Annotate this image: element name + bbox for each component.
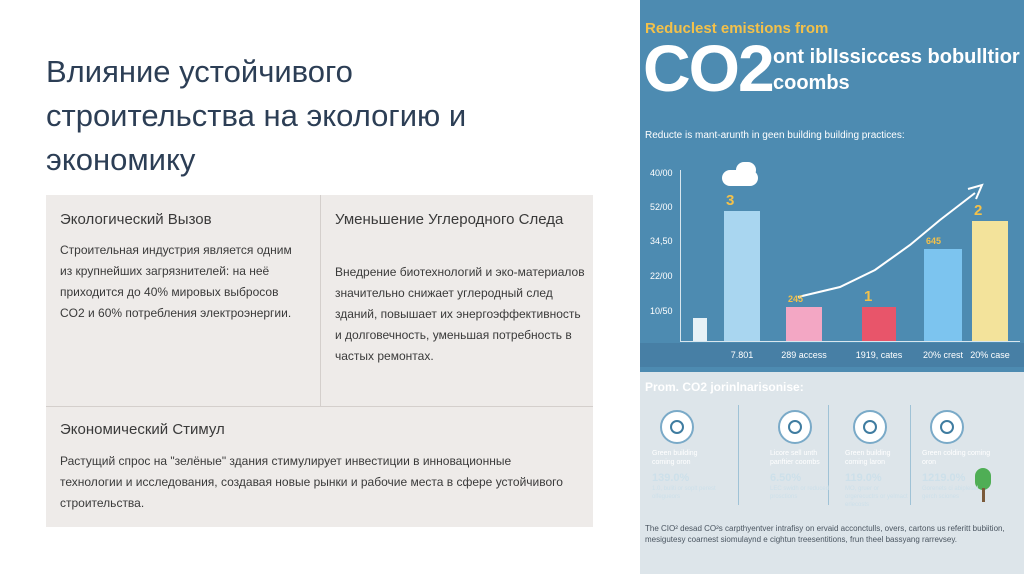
infographic-co2-side-text: ont iblIssiccess bobulltior coombs	[773, 46, 1020, 94]
stat-icon	[853, 410, 887, 444]
chart-bar	[724, 211, 760, 341]
chart-y-axis	[680, 170, 681, 342]
chart-bar-number-label: 1	[864, 288, 873, 305]
economic-stimulus-text: Растущий спрос на "зелёные" здания стимулирует инвестиции в инновационные технологии и исследования, создавая новые рынки и рабочие места в сфере устойчивого строительства.	[60, 454, 563, 510]
stat-icon	[660, 410, 694, 444]
chart-x-tick-label: 20% case	[970, 350, 1010, 360]
stats-divider	[738, 405, 739, 505]
stat-label: Green building coming oron	[652, 450, 698, 466]
stat-icon	[778, 410, 812, 444]
stat-small-text: 1.0, buliti or soplt perest olfegueors	[652, 486, 716, 500]
co2-infographic	[640, 0, 1024, 574]
eco-challenge-title: Экологический Вызов	[60, 211, 212, 228]
stat-label: Green colding coming oron	[922, 450, 991, 466]
infographic-footnote: The CIO² desad CO²s carpthyentver intrafisy on ervaid acconctulls, overs, cartons us referitt bubiition, mesigutesy coarnest siomulaynd e cightun treesentitions, frun theel bassyang rarrevsey.	[645, 524, 1005, 544]
slide-title: Влияние устойчивого строительства на экологию и экономику	[46, 54, 467, 177]
chart-bar-number-label: 245	[788, 294, 804, 304]
stat-value: 119.0%	[845, 472, 882, 484]
chart-x-tick-label: 20% crest	[922, 350, 964, 360]
chart-y-tick: 52/00	[650, 202, 673, 212]
section2-title: Prom. CO2 jorinlnarisonise:	[645, 380, 804, 394]
infographic-co2-heading: CO2	[643, 31, 773, 105]
stat-value: 6.50%	[770, 472, 802, 484]
eco-challenge-card	[46, 195, 320, 406]
stat-label: Green building coming laron	[845, 450, 891, 466]
stat-small-text: Gorenets ci abiplelad gerch sciones	[922, 486, 979, 500]
chart-bar-number-label: 3	[726, 192, 735, 209]
chart-bar	[924, 249, 962, 341]
chart-x-tick-label: 289 access	[781, 350, 827, 360]
chart-bar	[862, 307, 896, 341]
chart-y-tick: 22/00	[650, 271, 673, 281]
chart-x-tick-label: 7.801	[730, 350, 754, 360]
stat-small-text: LEC swidh or reduced prosctions	[770, 486, 830, 500]
chart-bar	[972, 221, 1008, 341]
stat-icon	[930, 410, 964, 444]
stat-value: 139.0%	[652, 472, 690, 484]
chart-baseline	[680, 341, 1020, 342]
chart-x-tick-label: 1919, cates	[855, 350, 903, 360]
content-card-grid	[46, 195, 593, 527]
chart-bar	[786, 307, 822, 341]
stat-label: Licore sell unth panftier coombs	[770, 450, 820, 466]
cloud-icon	[736, 162, 756, 178]
carbon-reduction-title: Уменьшение Углеродного Следа	[335, 211, 564, 228]
economic-stimulus-title: Экономический Стимул	[60, 421, 225, 438]
chart-bar-number-label: 2	[974, 202, 983, 219]
chart-bar-number-label: 645	[926, 236, 942, 246]
building-icon	[693, 318, 707, 341]
infographic-subtitle: Reduclest emistions from	[645, 20, 829, 37]
eco-challenge-text: Строительная индустрия является одним из крупнейших загрязнителей: на неё приходится до 40% мировых выбросов CO2 и 60% потребления электроэнергии.	[60, 243, 292, 320]
infographic-caption: Reducte is mant-arunth in geen building building practices:	[645, 130, 905, 141]
chart-y-tick: 34,50	[650, 236, 673, 246]
carbon-reduction-text: Внедрение биотехнологий и эко-материалов значительно снижает углеродный след зданий, повышает их энергоэффективность и долговечность, уменьшая потребность в частых ремонтах.	[335, 265, 585, 363]
stat-value: 1219.0%	[922, 472, 966, 484]
economic-stimulus-card	[46, 406, 593, 527]
stat-small-text: MO, gruer or orgerecuctrs or yelmact erlecosts	[845, 486, 908, 508]
chart-y-tick: 10/50	[650, 306, 673, 316]
chart-y-tick: 40/00	[650, 168, 673, 178]
carbon-reduction-card	[320, 195, 593, 406]
